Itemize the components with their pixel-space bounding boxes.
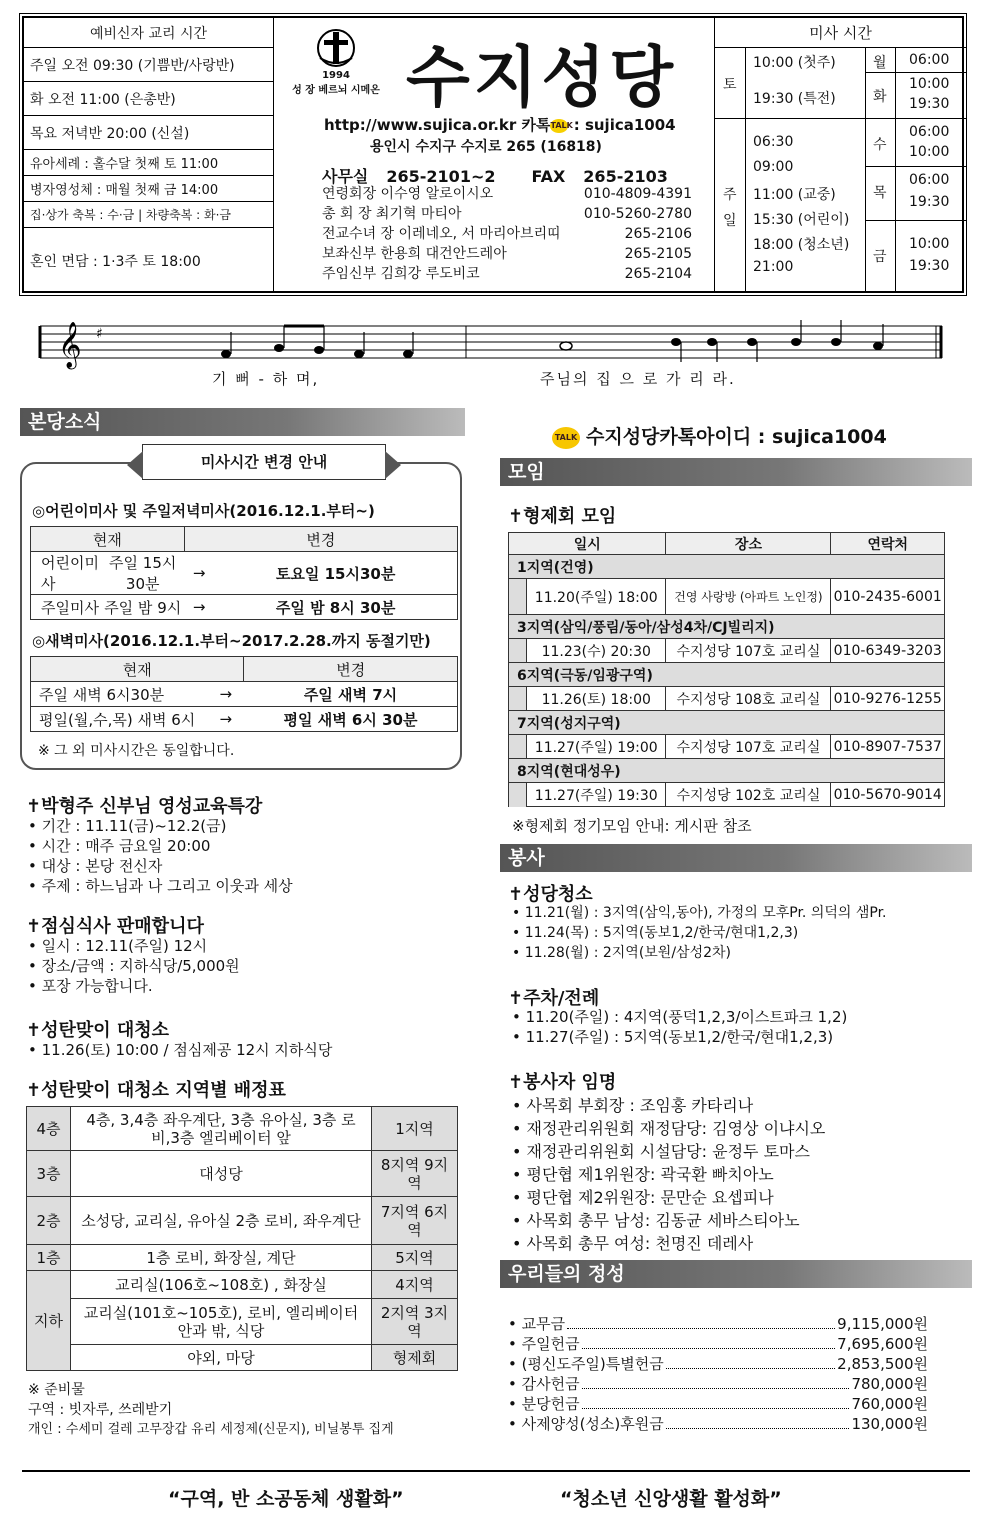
notice-table-1 [30, 526, 458, 620]
supplies-item: 개인 : 수세미 걸레 고무장갑 유리 세정제(신문지), 비닐봉투 집게 [28, 1422, 394, 1437]
kakao-label: 카톡 [521, 116, 551, 134]
area-cell: 소성당, 교리실, 유아실 2층 로비, 좌우계단 [71, 1197, 372, 1245]
staff-phone: 265-2104 [624, 266, 692, 282]
list-item: • 사목회 총무 여성: 천명진 데레사 [512, 1232, 825, 1255]
table-row [509, 687, 945, 711]
floor-cell: 1층 [27, 1245, 71, 1271]
website-line [324, 114, 676, 135]
contact-phone: 010-9276-1255 [831, 687, 945, 711]
sick-communion: 병자영성체 : 매월 첫째 금 14:00 [24, 176, 273, 202]
staff-row [322, 224, 692, 244]
table-row [509, 735, 945, 759]
arrow-icon: → [184, 552, 214, 595]
group-name: 7지역(성지구역) [509, 711, 945, 735]
offering-label: • 분당헌금 [508, 1394, 580, 1414]
table-row [27, 1299, 458, 1345]
cleaning-details [28, 1040, 332, 1060]
catechism-row: 화 오전 11:00 (은총반) [24, 82, 273, 116]
staff-phone: 265-2106 [624, 226, 692, 242]
bulletin-header [22, 16, 964, 293]
saturday-label: 토 [723, 77, 737, 93]
lyrics-right: 주님의 집 으 로 가 리 라. [540, 370, 736, 388]
logo-caption: 성 장 베르뇌 시메온 [292, 85, 380, 96]
area-cell: 1층 로비, 화장실, 계단 [71, 1245, 372, 1271]
weekday-mass: 06:00 [909, 52, 950, 68]
staff-role: 보좌신부 한용희 대건안드레아 [322, 246, 507, 262]
weekday-label: 월 [873, 55, 887, 71]
staff-row [322, 264, 692, 284]
new-time: 평일 새벽 6시 30분 [283, 710, 418, 729]
weekday-label: 화 [873, 89, 887, 105]
floor-cell: 지하 [27, 1271, 71, 1371]
list-item: • 재정관리위원회 재정담당: 김영상 이냐시오 [512, 1117, 825, 1140]
current-time: 주일 새벽 6시30분 [31, 682, 208, 707]
weekday-mass: 06:00 [909, 172, 950, 188]
list-item: • 주제 : 하느님과 나 그리고 이웃과 세상 [28, 876, 293, 896]
list-item: • 시간 : 매주 금요일 20:00 [28, 836, 293, 856]
list-item: • 기간 : 11.11(금)~12.2(금) [28, 816, 293, 836]
offering-row [508, 1334, 928, 1354]
music-staff [36, 318, 946, 390]
weekday-label: 목 [873, 185, 887, 201]
zone-cell: 2지역 3지역 [372, 1299, 458, 1345]
treble-clef-icon: 𝄞 [58, 322, 82, 368]
staff-row [322, 244, 692, 264]
area-cell: 교리실(101호~105호), 로비, 엘리베이터 안과 밖, 식당 [71, 1299, 372, 1345]
table-row [31, 707, 458, 732]
notice-part1-title: ◎어린이미사 및 주일저녁미사(2016.12.1.부터~) [32, 502, 375, 520]
contact-phone: 010-5670-9014 [831, 783, 945, 807]
area-cell: 교리실(106호~108호) , 화장실 [71, 1271, 372, 1299]
parking-list [512, 1007, 847, 1047]
sunday-mass: 11:00 (교중) [753, 187, 836, 203]
offering-label: • 교무금 [508, 1314, 565, 1334]
meetings-header: 모임 [500, 458, 972, 486]
offering-row [508, 1414, 928, 1434]
offering-row [508, 1394, 928, 1414]
footer-divider [22, 1470, 970, 1472]
supplies-title: ※ 준비물 [28, 1382, 85, 1398]
area-cell: 야외, 마당 [71, 1345, 372, 1371]
kakao-talk-icon: TALK [550, 119, 568, 133]
meeting-date: 11.27(주일) 19:30 [527, 783, 666, 807]
offering-label: • 사제양성(성소)후원금 [508, 1414, 664, 1434]
offering-label: • (평신도주일)특별헌금 [508, 1354, 664, 1374]
notice-note: ※ 그 외 미사시간은 동일합니다. [38, 743, 235, 759]
kakao-talk-icon: TALK [552, 427, 580, 449]
floor-cell: 3층 [27, 1151, 71, 1197]
group-name: 8지역(현대성우) [509, 759, 945, 783]
group-name: 6지역(극동/임광구역) [509, 663, 945, 687]
zone-cell: 8지역 9지역 [372, 1151, 458, 1197]
weekday-mass: 19:30 [909, 96, 950, 112]
cleaning-title: ✝성탄맞이 대청소 [26, 1020, 170, 1041]
sunday-mass: 18:00 (청소년) [753, 237, 850, 253]
lecture-details [28, 816, 293, 896]
list-item: • 11.21(월) : 3지역(삼익,동아), 가정의 모후Pr. 의덕의 샘Pr. [512, 903, 887, 923]
appointment-title: ✝봉사자 임명 [508, 1072, 617, 1093]
meeting-date: 11.23(수) 20:30 [527, 639, 666, 663]
group-name: 3지역(삼익/풍림/동아/삼성4차/CJ빌리지) [509, 615, 945, 639]
meeting-place: 수지성당 108호 교리실 [666, 687, 831, 711]
offering-label: • 감사헌금 [508, 1374, 580, 1394]
contact-phone: 010-6349-3203 [831, 639, 945, 663]
fax-label: FAX [531, 167, 566, 186]
kakao-id: : sujica1004 [573, 116, 676, 134]
weekday-mass: 19:30 [909, 258, 950, 274]
current-time: 주일 밤 9시 [101, 595, 184, 620]
offering-amount: 130,000원 [851, 1415, 928, 1433]
offering-amount: 760,000원 [851, 1395, 928, 1413]
zone-cell: 형제회 [372, 1345, 458, 1371]
catechism-row: 주일 오전 09:30 (기쁨반/사랑반) [24, 48, 273, 82]
notice-table-2 [30, 656, 458, 732]
list-item: • 장소/금액 : 지하식당/5,000원 [28, 956, 240, 976]
area-cell: 4층, 3,4층 좌우계단, 3층 유아실, 3층 로비,3층 엘리베이터 앞 [71, 1107, 372, 1151]
meeting-date: 11.26(토) 18:00 [527, 687, 666, 711]
arrow-icon: → [184, 595, 214, 620]
sunday-mass: 06:30 [753, 134, 794, 150]
church-logo [286, 28, 386, 96]
list-item: • 재정관리위원회 시설담당: 윤정두 토마스 [512, 1140, 825, 1163]
offering-amount: 2,853,500원 [837, 1355, 928, 1373]
table-row [31, 552, 458, 595]
table-header: 일시 [509, 533, 666, 555]
table-header: 변경 [244, 657, 458, 682]
offering-row [508, 1354, 928, 1374]
mass-change-notice [20, 453, 462, 770]
meeting-date: 11.27(주일) 19:00 [527, 735, 666, 759]
church-name: 수지성당 [406, 39, 678, 116]
table-row [27, 1151, 458, 1197]
lecture-title: ✝박형주 신부님 영성교육특강 [26, 796, 263, 817]
saturday-mass: 19:30 (특전) [753, 91, 836, 107]
table-row [509, 579, 945, 615]
lunch-title: ✝점심식사 판매합니다 [26, 916, 204, 937]
list-item: • 대상 : 본당 전신자 [28, 856, 293, 876]
table-header: 장소 [666, 533, 831, 555]
offering-row [508, 1374, 928, 1394]
table-row [27, 1107, 458, 1151]
floor-cell: 4층 [27, 1107, 71, 1151]
list-item: • 11.27(주일) : 5지역(동보1,2/한국/현대1,2,3) [512, 1027, 847, 1047]
table-row [509, 639, 945, 663]
sunday-label: 주일 [723, 187, 737, 229]
table-header: 현재 [31, 657, 244, 682]
sunday-mass: 09:00 [753, 159, 794, 175]
staff-phone: 265-2105 [624, 246, 692, 262]
parking-title: ✝주차/전례 [508, 988, 600, 1009]
current-time: 평일(월,수,목) 새벽 6시 [31, 707, 208, 732]
zones-title: ✝성탄맞이 대청소 지역별 배정표 [26, 1080, 286, 1101]
list-item: • 평단협 제2위원장: 문만순 요셉피나 [512, 1186, 825, 1209]
list-item: • 일시 : 12.11(주일) 12시 [28, 936, 240, 956]
table-row [509, 783, 945, 807]
staff-row [322, 204, 692, 224]
table-row [27, 1197, 458, 1245]
catechism-row: 목요 저녁반 20:00 (신설) [24, 116, 273, 150]
table-row [31, 682, 458, 707]
staff-phone: 010-5260-2780 [583, 206, 692, 222]
kakao-id-text: 수지성당카톡아이디 : sujica1004 [586, 426, 887, 448]
offering-amount: 780,000원 [851, 1375, 928, 1393]
meeting-place: 수지성당 107호 교리실 [666, 735, 831, 759]
offering-label: • 주일헌금 [508, 1334, 580, 1354]
meeting-place: 건영 사랑방 (아파트 노인정) [666, 579, 831, 615]
church-cleaning-title: ✝성당청소 [508, 884, 593, 905]
arrow-icon: → [207, 682, 244, 707]
mass-title: 미사 시간 [715, 18, 966, 48]
weekday-label: 금 [873, 249, 887, 265]
staff-phone: 010-4809-4391 [583, 186, 692, 202]
table-header: 연락처 [831, 533, 945, 555]
zone-cell: 4지역 [372, 1271, 458, 1299]
list-item: • 포장 가능합니다. [28, 976, 240, 996]
infant-baptism: 유아세례 : 홀수달 첫째 토 11:00 [24, 150, 273, 176]
zone-cell: 1지역 [372, 1107, 458, 1151]
weekday-mass: 10:00 [909, 76, 950, 92]
staff-role: 연령회장 이수영 알로이시오 [322, 186, 494, 202]
appointment-list [512, 1094, 825, 1255]
list-item: • 11.28(월) : 2지역(보원/삼성2차) [512, 943, 887, 963]
weekday-label: 수 [873, 137, 887, 153]
table-row [31, 595, 458, 620]
website-url[interactable]: http://www.sujica.or.kr [324, 116, 517, 134]
logo-year: 1994 [322, 70, 350, 81]
supplies-item: 구역 : 빗자루, 쓰레받기 [28, 1402, 173, 1418]
cleaning-zone-table [26, 1106, 458, 1371]
lyrics-left: 기 뻐 - 하 며, [212, 370, 320, 388]
wedding-interview: 혼인 면담 : 1·3주 토 18:00 [30, 253, 201, 270]
floor-cell: 2층 [27, 1197, 71, 1245]
list-item: • 평단협 제1위원장: 곽국환 빠치아노 [512, 1163, 825, 1186]
sunday-mass: 15:30 (어린이) [753, 212, 850, 228]
service-header: 봉사 [500, 844, 972, 872]
meeting-place: 수지성당 102호 교리실 [666, 783, 831, 807]
sharp-icon: ♯ [96, 326, 103, 342]
list-item: • 사목회 부회장 : 조임홍 카타리나 [512, 1094, 825, 1117]
lunch-details [28, 936, 240, 996]
church-info [274, 18, 714, 291]
catechism-schedule [24, 18, 274, 291]
staff-role: 전교수녀 장 이레네오, 서 마리아브리띠 [322, 226, 561, 242]
office-label: 사무실 [322, 167, 369, 186]
weekday-mass: 19:30 [909, 194, 950, 210]
staff-role: 주임신부 김희강 루도비코 [322, 266, 480, 282]
supplies-list [28, 1380, 394, 1440]
catechism-title: 예비신자 교리 시간 [24, 18, 273, 48]
mass-grid [715, 48, 966, 293]
table-row [27, 1345, 458, 1371]
church-address: 용인시 수지구 수지로 265 (16818) [370, 139, 602, 155]
notice-part2-title: ◎새벽미사(2016.12.1.부터~2017.2.28.까지 동절기만) [32, 632, 431, 650]
current-time: 주일 15시30분 [101, 552, 184, 595]
weekday-mass: 10:00 [909, 144, 950, 160]
staff-row [322, 184, 692, 204]
sunday-mass: 21:00 [753, 259, 794, 275]
contact-phone: 010-8907-7537 [831, 735, 945, 759]
list-item: • 사목회 총무 남성: 김동균 세바스티아노 [512, 1209, 825, 1232]
arrow-icon: → [207, 707, 244, 732]
mass-name: 어린이미사 [31, 552, 102, 595]
brotherhood-title: ✝형제회 모임 [508, 506, 617, 527]
parish-news-header: 본당소식 [20, 408, 465, 436]
offering-amount: 7,695,600원 [837, 1335, 928, 1353]
mass-schedule [714, 18, 966, 291]
slogan-right: “청소년 신앙생활 활성화” [560, 1488, 782, 1510]
list-item: • 11.24(목) : 5지역(동보1,2/한국/현대1,2,3) [512, 923, 887, 943]
contact-phone: 010-2435-6001 [831, 579, 945, 615]
mass-name: 주일미사 [31, 595, 102, 620]
table-header: 현재 [31, 527, 185, 552]
offerings-header: 우리들의 정성 [500, 1260, 972, 1288]
weekday-mass: 06:00 [909, 124, 950, 140]
blessing-schedule: 집·상가 축복 : 수·금 | 차량축복 : 화·금 [24, 202, 273, 228]
office-phone: 265-2101~2 [386, 167, 496, 186]
fax-number: 265-2103 [583, 167, 668, 186]
group-name: 1지역(건영) [509, 555, 945, 579]
new-time: 주일 밤 8시 30분 [275, 598, 396, 617]
table-header: 변경 [184, 527, 457, 552]
zone-cell: 7지역 6지역 [372, 1197, 458, 1245]
offering-amount: 9,115,000원 [837, 1315, 928, 1333]
weekday-mass: 10:00 [909, 236, 950, 252]
table-row [27, 1271, 458, 1299]
church-cleaning-list [512, 903, 887, 963]
slogan-left: “구역, 반 소공동체 생활화” [168, 1488, 404, 1510]
list-item: • 11.26(토) 10:00 / 점심제공 12시 지하식당 [28, 1040, 332, 1060]
brotherhood-table [508, 532, 945, 807]
offering-row [508, 1314, 928, 1334]
brotherhood-note: ※형제회 정기모임 안내: 게시판 참조 [512, 817, 752, 835]
meeting-place: 수지성당 107호 교리실 [666, 639, 831, 663]
meeting-date: 11.20(주일) 18:00 [527, 579, 666, 615]
staff-role: 총 회 장 최기혁 마티아 [322, 206, 462, 222]
new-time: 주일 새벽 7시 [303, 685, 398, 704]
list-item: • 11.20(주일) : 4지역(풍덕1,2,3/이스트파크 1,2) [512, 1007, 847, 1027]
saturday-mass: 10:00 (첫주) [753, 55, 836, 71]
new-time: 토요일 15시30분 [275, 564, 396, 583]
zone-cell: 5지역 [372, 1245, 458, 1271]
staff-list [322, 184, 692, 284]
offerings-list [508, 1314, 928, 1434]
table-row [27, 1245, 458, 1271]
area-cell: 대성당 [71, 1151, 372, 1197]
kakao-id-banner [552, 422, 887, 449]
cross-logo-icon [316, 28, 356, 70]
notice-ribbon: 미사시간 변경 안내 [142, 444, 386, 480]
